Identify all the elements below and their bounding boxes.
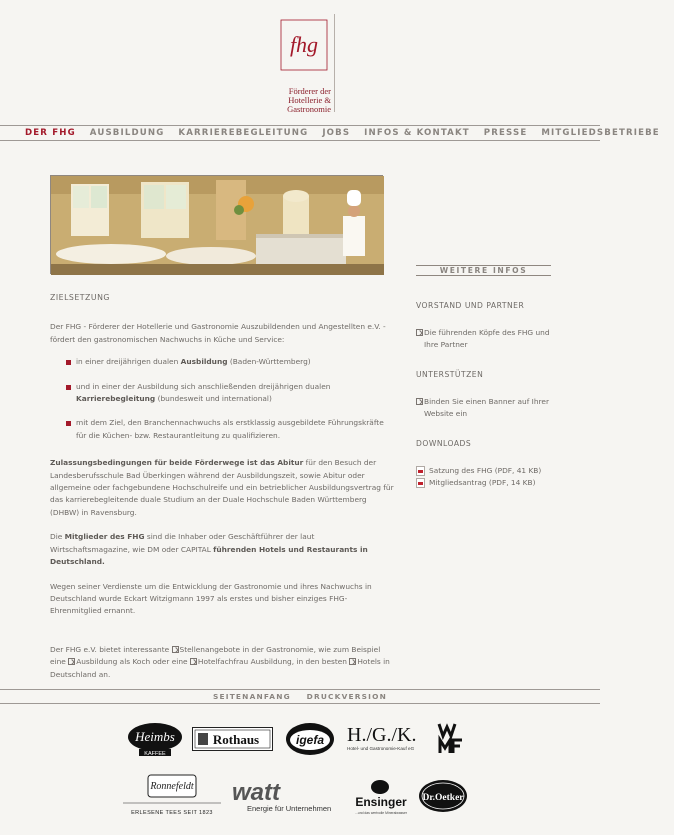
link-hotelfachfrau[interactable]: Hotelfachfrau Ausbildung: [190, 657, 292, 666]
nav-item-infos-kontakt[interactable]: INFOS & KONTAKT: [364, 128, 470, 138]
sponsor-igefa-logo[interactable]: [285, 722, 335, 756]
sidebar-section-vorstand: VORSTAND UND PARTNER: [416, 301, 525, 310]
intro-paragraph: Der FHG - Förderer der Hotellerie und Gastronomie Auszubildenden und Angestellten e.V. - fördert den gastronomischen Nachwuchs in Küche und Service:: [50, 322, 386, 344]
svg-text:H./G./K.: H./G./K.: [347, 724, 417, 746]
svg-text:ERLESENE TEES SEIT 1823: ERLESENE TEES SEIT 1823: [131, 810, 213, 816]
link-arrow-icon: [349, 658, 356, 665]
hero-image: [50, 175, 383, 274]
nav-item-mitgliedsbetriebe[interactable]: MITGLIEDSBETRIEBE: [541, 128, 660, 138]
fhg-monogram-logo: [273, 14, 335, 74]
offer-paragraph: Der FHG e.V. bietet interessante Stellenangebote in der Gastronomie, wie zum Beispiel eine Ausbildung als Koch oder eine Hotelfachfrau Ausbildung, in den besten Hotels in Deutschland an.: [50, 644, 390, 679]
footer-divider: [0, 689, 600, 690]
honorary-paragraph: Wegen seiner Verdienste um die Entwicklung der Gastronomie und ihres Nachwuchs in Deutschland wurde Eckart Witzigmann 1997 als erstes und bisher einziges FHG-Ehrenmitglied ernannt.: [50, 581, 372, 616]
link-vorstand-partner[interactable]: Die führenden Köpfe des FHG und Ihre Partner: [416, 327, 551, 351]
members-paragraph: Die Mitglieder des FHG sind die Inhaber oder Geschäftführer der laut Wirtschaftsmagazine, wie DM oder CAPITAL führenden Hotels und Restaurants in Deutschland.: [50, 532, 368, 567]
nav-item-ausbildung[interactable]: AUSBILDUNG: [89, 128, 165, 138]
link-seitenanfang[interactable]: SEITENANFANG: [212, 692, 291, 701]
link-druckversion[interactable]: DRUCKVERSION: [306, 692, 388, 701]
section-heading: ZIELSETZUNG: [50, 293, 110, 302]
sponsor-hgk-logo[interactable]: [346, 723, 430, 753]
main-content: [50, 292, 395, 691]
restaurant-chef-photo: [51, 176, 384, 275]
svg-text:Energie für Unternehmen: Energie für Unternehmen: [247, 804, 332, 813]
link-arrow-icon: [190, 658, 197, 665]
list-item: in einer dreijährigen dualen Ausbildung (Baden-Württemberg): [66, 356, 395, 368]
link-arrow-icon: [68, 658, 75, 665]
svg-text:Ensinger: Ensinger: [355, 795, 407, 809]
sponsor-watt-logo[interactable]: [231, 779, 332, 813]
link-arrow-icon: [416, 398, 423, 405]
nav-item-presse[interactable]: PRESSE: [483, 128, 528, 138]
sidebar-title: WEITERE INFOS: [416, 265, 551, 276]
link-arrow-icon: [416, 329, 423, 336]
monogram-text: fhg: [289, 32, 319, 57]
list-item: mit dem Ziel, den Branchennachwuchs als erstklassig ausgebildete Führungskräfte für die Küchen- bzw. Restaurantleitung zu qualifizieren.: [66, 417, 395, 442]
pdf-icon: [416, 466, 425, 476]
svg-text:igefa: igefa: [295, 733, 325, 747]
logo-tagline: Förderer der Hotellerie & Gastronomie: [287, 86, 331, 114]
sidebar-section-unterstuetzen: UNTERSTÜTZEN: [416, 370, 484, 379]
footer-links: [0, 692, 600, 701]
svg-text:KAFFEE: KAFFEE: [144, 751, 166, 757]
sponsor-ensinger-logo[interactable]: [350, 777, 414, 817]
svg-text:Ronnefeldt: Ronnefeldt: [150, 781, 194, 792]
nav-item-jobs[interactable]: JOBS: [322, 128, 351, 138]
goal-list: [66, 356, 395, 442]
list-item: und in einer der Ausbildung sich anschließenden dreijährigen dualen Karrierebegleitung (bundesweit und international): [66, 381, 395, 406]
svg-text:...und das wertvolle Mineralwa: ...und das wertvolle Mineralwasser: [354, 811, 408, 815]
link-arrow-icon: [172, 646, 179, 653]
sponsor-ronnefeldt-logo[interactable]: [123, 774, 221, 818]
svg-text:Rothaus: Rothaus: [212, 732, 260, 747]
link-banner[interactable]: Binden Sie einen Banner auf Ihrer Website ein: [416, 396, 551, 420]
sponsor-heimbs-logo[interactable]: [127, 722, 183, 756]
nav-item-der-fhg[interactable]: DER FHG: [25, 128, 76, 138]
svg-text:Hotel- und Gastronomie-Kauf eG: Hotel- und Gastronomie-Kauf eG: [347, 746, 415, 751]
sponsor-droetker-logo[interactable]: [418, 779, 468, 813]
sponsor-rothaus-logo[interactable]: [192, 727, 273, 751]
download-satzung[interactable]: Satzung des FHG (PDF, 41 KB): [416, 465, 551, 477]
nav-item-karrierebegleitung[interactable]: KARRIEREBEGLEITUNG: [178, 128, 309, 138]
svg-text:watt: watt: [232, 779, 280, 806]
sidebar: [416, 265, 551, 489]
link-ausbildung-koch[interactable]: Ausbildung als Koch: [68, 657, 150, 666]
footer-divider: [0, 703, 600, 704]
main-nav: [0, 125, 660, 141]
fhg-logo[interactable]: [273, 14, 335, 112]
pdf-icon: [416, 478, 425, 488]
sponsor-wmf-logo[interactable]: [438, 723, 464, 755]
download-mitgliedsantrag[interactable]: Mitgliedsantrag (PDF, 14 KB): [416, 477, 551, 489]
link-hotels[interactable]: Hotels: [349, 657, 380, 666]
svg-text:Dr.Oetker: Dr.Oetker: [422, 793, 464, 803]
admission-paragraph: Zulassungsbedingungen für beide Förderwege ist das Abitur für den Besuch der Landesberufsschule Bad Überkingen während der Ausbildungszeit, sowie Abitur oder allgemeine oder fachgebundene Hochschulreife und ein betrieblicher Ausbildungsvertrag für das karrierebegleitende duale Studium an der Duale Hochschule Baden Württemberg (DHBW) in Ravensburg.: [50, 458, 394, 517]
link-stellenangebote[interactable]: Stellenangebote: [172, 645, 241, 654]
sidebar-section-downloads: DOWNLOADS: [416, 439, 472, 448]
svg-text:Heimbs: Heimbs: [135, 729, 175, 744]
